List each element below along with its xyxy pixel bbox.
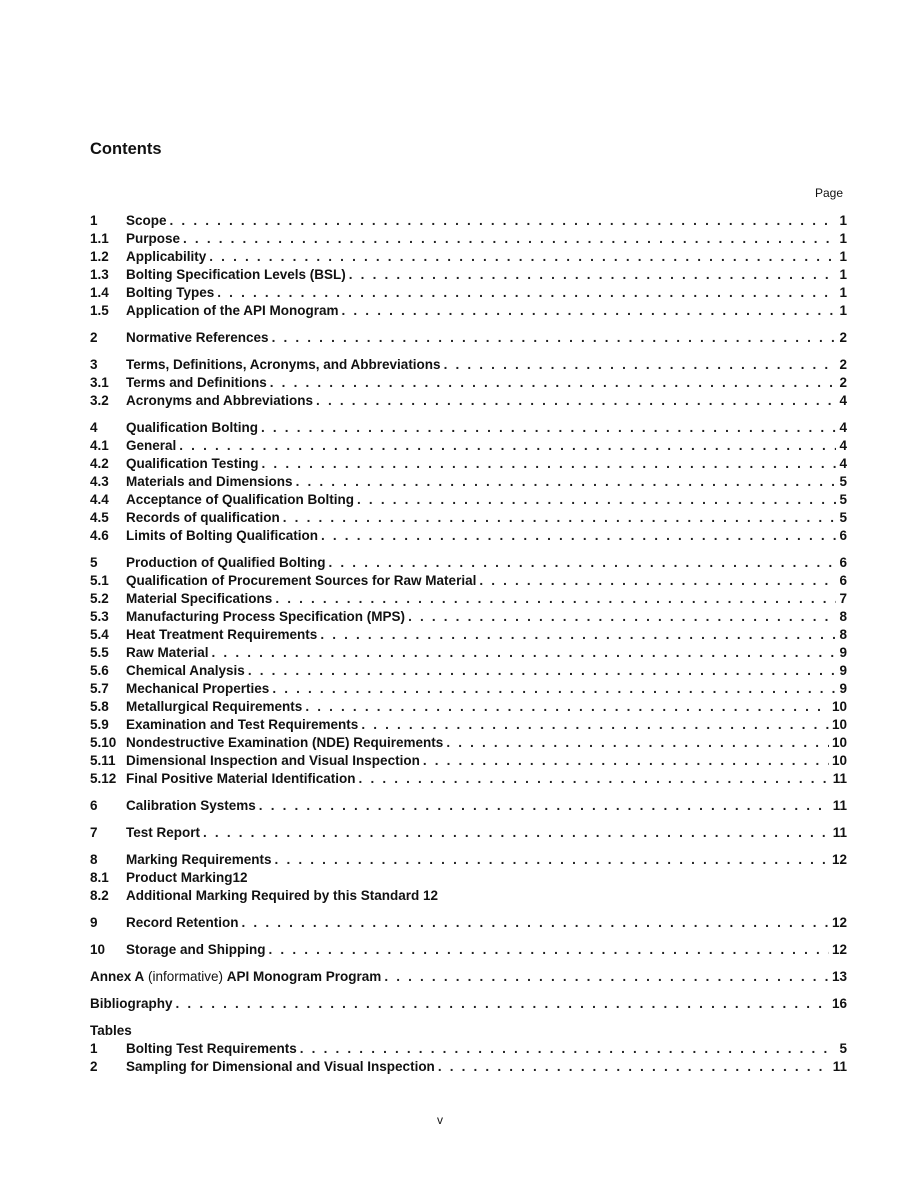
toc-entry[interactable] [90, 626, 847, 644]
section-title: Heat Treatment Requirements [126, 627, 318, 642]
page-number: 1 [839, 231, 847, 246]
section-number: 3.2 [90, 393, 109, 408]
dot-leader [203, 824, 830, 842]
section-title: Record Retention [126, 915, 239, 930]
toc-entry[interactable] [90, 419, 847, 437]
page-number: 11 [832, 1059, 847, 1074]
section-number: 5.9 [90, 717, 109, 732]
toc-entry[interactable] [90, 374, 847, 392]
section-number: 4.5 [90, 510, 109, 525]
toc-entry[interactable] [90, 716, 847, 734]
section-title: Limits of Bolting Qualification [126, 528, 318, 543]
toc-section-group [90, 851, 847, 905]
dot-leader [176, 995, 829, 1013]
section-number: 5.4 [90, 627, 109, 642]
toc-entry[interactable] [90, 680, 847, 698]
section-title: Qualification of Procurement Sources for Raw Material [126, 573, 477, 588]
toc-entry[interactable] [90, 554, 847, 572]
section-title: Terms and Definitions [126, 375, 267, 390]
section-title: Application of the API Monogram [126, 303, 339, 318]
dot-leader [444, 356, 836, 374]
page-number: 1 [839, 267, 847, 282]
page-number: 2 [839, 375, 847, 390]
dot-leader [272, 680, 836, 698]
dot-leader [320, 626, 836, 644]
toc-entry[interactable] [90, 248, 847, 266]
section-title: Production of Qualified Bolting [126, 555, 326, 570]
section-title: General [126, 438, 177, 453]
page-number: 6 [839, 573, 847, 588]
dot-leader [275, 851, 829, 869]
section-number: 5.8 [90, 699, 109, 714]
page-number: 10 [831, 717, 847, 732]
section-title: Bibliography [90, 996, 173, 1011]
dot-leader [209, 248, 836, 266]
section-title: Qualification Bolting [126, 420, 258, 435]
dot-leader [342, 302, 837, 320]
section-title: Applicability [126, 249, 207, 264]
annex-type: (informative) [144, 969, 227, 984]
section-number: 5.11 [90, 753, 116, 768]
section-title: Storage and Shipping [126, 942, 266, 957]
section-number: 8.2 [90, 888, 109, 903]
section-title: Materials and Dimensions [126, 474, 293, 489]
footer-page-number: v [437, 1113, 443, 1127]
section-title: Bolting Specification Levels (BSL) [126, 267, 346, 282]
toc-section-group [90, 329, 847, 347]
dot-leader [446, 734, 829, 752]
section-title: Manufacturing Process Specification (MPS) [126, 609, 406, 624]
contents-heading: Contents [90, 140, 162, 158]
dot-leader [272, 329, 836, 347]
toc-section-group [90, 212, 847, 320]
section-title: Marking Requirements [126, 852, 272, 867]
section-title: Examination and Test Requirements [126, 717, 359, 732]
section-number: 1 [90, 213, 98, 228]
dot-leader [261, 419, 836, 437]
toc-entry[interactable] [90, 995, 847, 1013]
toc-entry[interactable] [90, 392, 847, 410]
section-title: Metallurgical Requirements [126, 699, 303, 714]
toc-entry[interactable] [90, 698, 847, 716]
page-number: 10 [831, 735, 847, 750]
dot-leader [242, 914, 829, 932]
dot-leader [357, 491, 836, 509]
page-number: 2 [839, 330, 847, 345]
page-number: 1 [839, 213, 847, 228]
toc-section-group [90, 554, 847, 788]
toc-entry[interactable] [90, 734, 847, 752]
page-number: 2 [839, 357, 847, 372]
page-number: 6 [839, 528, 847, 543]
dot-leader [300, 1040, 836, 1058]
section-title: Bolting Test Requirements [126, 1041, 297, 1056]
section-number: 10 [90, 942, 106, 957]
toc-entry[interactable] [90, 509, 847, 527]
section-number: 5.12 [90, 771, 117, 786]
page-number: 1 [839, 303, 847, 318]
page-number: 5 [839, 1041, 847, 1056]
annex-label: Annex A [90, 969, 145, 984]
dot-leader [349, 266, 836, 284]
page-number: 4 [839, 393, 847, 408]
section-number: 1.4 [90, 285, 109, 300]
toc-entry[interactable] [90, 887, 847, 905]
page-number: 11 [832, 771, 847, 786]
toc-entry[interactable] [90, 608, 847, 626]
section-title: Calibration Systems [126, 798, 256, 813]
page-number: 5 [839, 492, 847, 507]
section-number: 3 [90, 357, 98, 372]
toc-entry[interactable] [90, 869, 847, 887]
dot-leader [170, 212, 836, 230]
section-number: 8 [90, 852, 98, 867]
page-number: 9 [839, 645, 847, 660]
toc-entry[interactable] [90, 914, 847, 932]
section-title: Chemical Analysis [126, 663, 245, 678]
section-title: Sampling for Dimensional and Visual Inspection [126, 1059, 435, 1074]
toc-entry[interactable] [90, 212, 847, 230]
page-number: 11 [832, 798, 847, 813]
toc-entry[interactable] [90, 527, 847, 545]
section-number: 8.1 [90, 870, 109, 885]
dot-leader [423, 752, 829, 770]
page-number: 8 [839, 627, 847, 642]
annex-title: API Monogram Program [226, 969, 382, 984]
table-of-contents [90, 212, 847, 1076]
section-number: 4.3 [90, 474, 109, 489]
section-title: Normative References [126, 330, 269, 345]
dot-leader [321, 527, 836, 545]
page-column-label: Page [814, 186, 843, 200]
page-number: 7 [839, 591, 847, 606]
section-number: 4.4 [90, 492, 109, 507]
toc-entry[interactable] [90, 968, 847, 986]
page-number: 11 [832, 825, 847, 840]
dot-leader [283, 509, 836, 527]
section-number: 5.10 [90, 735, 117, 750]
section-title: Nondestructive Examination (NDE) Requirements [126, 735, 444, 750]
page-number: 12 [831, 942, 847, 957]
table-list-entry[interactable] [90, 1058, 847, 1076]
section-number: 5.5 [90, 645, 109, 660]
section-title [90, 968, 381, 986]
section-title: Final Positive Material Identification [126, 771, 356, 786]
page-number: 4 [839, 438, 847, 453]
toc-entry[interactable] [90, 590, 847, 608]
dot-leader [212, 644, 836, 662]
dot-leader [183, 230, 836, 248]
section-number: 6 [90, 798, 98, 813]
page-number: 1 [839, 285, 847, 300]
dot-leader [179, 437, 836, 455]
section-title: Mechanical Properties [126, 681, 270, 696]
toc-entry[interactable] [90, 662, 847, 680]
toc-entry[interactable] [90, 941, 847, 959]
page-number: 4 [839, 456, 847, 471]
toc-section-group [90, 797, 847, 815]
dot-leader [305, 698, 829, 716]
dot-leader [316, 392, 836, 410]
section-title: Purpose [126, 231, 181, 246]
dot-leader [296, 473, 836, 491]
section-number: 1 [90, 1041, 98, 1056]
section-title: Records of qualification [126, 510, 280, 525]
dot-leader [384, 968, 829, 986]
dot-leader [269, 941, 829, 959]
toc-entry[interactable] [90, 572, 847, 590]
dot-leader [275, 590, 836, 608]
dot-leader [479, 572, 836, 590]
section-number: 9 [90, 915, 98, 930]
dot-leader [262, 455, 836, 473]
section-title: Dimensional Inspection and Visual Inspection [126, 753, 420, 768]
section-number: 7 [90, 825, 98, 840]
section-title: Product Marking12 [126, 870, 248, 885]
toc-entry[interactable] [90, 770, 847, 788]
section-number: 5.1 [90, 573, 109, 588]
dot-leader [328, 554, 836, 572]
page-number: 6 [839, 555, 847, 570]
page-number: 9 [839, 663, 847, 678]
toc-section-group [90, 914, 847, 932]
toc-entry[interactable] [90, 491, 847, 509]
page-number: 12 [831, 852, 847, 867]
toc-entry[interactable] [90, 644, 847, 662]
section-number: 1.5 [90, 303, 109, 318]
section-title: Scope [126, 213, 167, 228]
dot-leader [217, 284, 836, 302]
page-number: 9 [839, 681, 847, 696]
section-number: 3.1 [90, 375, 109, 390]
toc-entry[interactable] [90, 437, 847, 455]
page-number: 10 [831, 753, 847, 768]
section-number: 4.2 [90, 456, 109, 471]
tables-heading: Tables [90, 1023, 132, 1038]
page-number: 5 [839, 474, 847, 489]
page-number: 12 [831, 915, 847, 930]
section-number: 1.3 [90, 267, 109, 282]
page-number: 10 [831, 699, 847, 714]
toc-section-group [90, 419, 847, 545]
dot-leader [259, 797, 830, 815]
toc-entry[interactable] [90, 230, 847, 248]
toc-entry[interactable] [90, 752, 847, 770]
section-title: Raw Material [126, 645, 209, 660]
section-title: Qualification Testing [126, 456, 259, 471]
section-number: 5.7 [90, 681, 109, 696]
section-number: 1.2 [90, 249, 109, 264]
dot-leader [270, 374, 836, 392]
dot-leader [438, 1058, 830, 1076]
page-number: 5 [839, 510, 847, 525]
toc-entry[interactable] [90, 302, 847, 320]
page-number: 8 [839, 609, 847, 624]
section-number: 2 [90, 1059, 98, 1074]
dot-leader [248, 662, 836, 680]
dot-leader [361, 716, 829, 734]
page-number: 4 [839, 420, 847, 435]
table-list-entry[interactable] [90, 1040, 847, 1058]
toc-section-group [90, 356, 847, 410]
section-number: 4.1 [90, 438, 109, 453]
toc-entry[interactable] [90, 455, 847, 473]
toc-entry[interactable] [90, 284, 847, 302]
section-title: Bolting Types [126, 285, 215, 300]
section-number: 5 [90, 555, 98, 570]
toc-entry[interactable] [90, 356, 847, 374]
dot-leader [408, 608, 836, 626]
toc-entry[interactable] [90, 266, 847, 284]
section-title: Acceptance of Qualification Bolting [126, 492, 355, 507]
section-title: Acronyms and Abbreviations [126, 393, 314, 408]
toc-section-group [90, 824, 847, 842]
toc-section-group [90, 941, 847, 959]
toc-entry[interactable] [90, 851, 847, 869]
toc-entry[interactable] [90, 824, 847, 842]
toc-entry[interactable] [90, 797, 847, 815]
section-number: 1.1 [90, 231, 109, 246]
toc-section-group [90, 968, 847, 986]
dot-leader [359, 770, 830, 788]
section-title: Material Specifications [126, 591, 273, 606]
section-number: 5.6 [90, 663, 109, 678]
section-number: 4.6 [90, 528, 109, 543]
page-number: 13 [831, 969, 847, 984]
section-number: 4 [90, 420, 98, 435]
section-number: 5.2 [90, 591, 109, 606]
section-title: Terms, Definitions, Acronyms, and Abbreviations [126, 357, 441, 372]
toc-entry[interactable] [90, 473, 847, 491]
page-number: 16 [831, 996, 847, 1011]
page-number: 1 [839, 249, 847, 264]
toc-entry[interactable] [90, 329, 847, 347]
section-number: 2 [90, 330, 98, 345]
section-title: Additional Marking Required by this Standard 12 [126, 888, 439, 903]
toc-section-group [90, 995, 847, 1013]
section-title: Test Report [126, 825, 201, 840]
section-number: 5.3 [90, 609, 109, 624]
